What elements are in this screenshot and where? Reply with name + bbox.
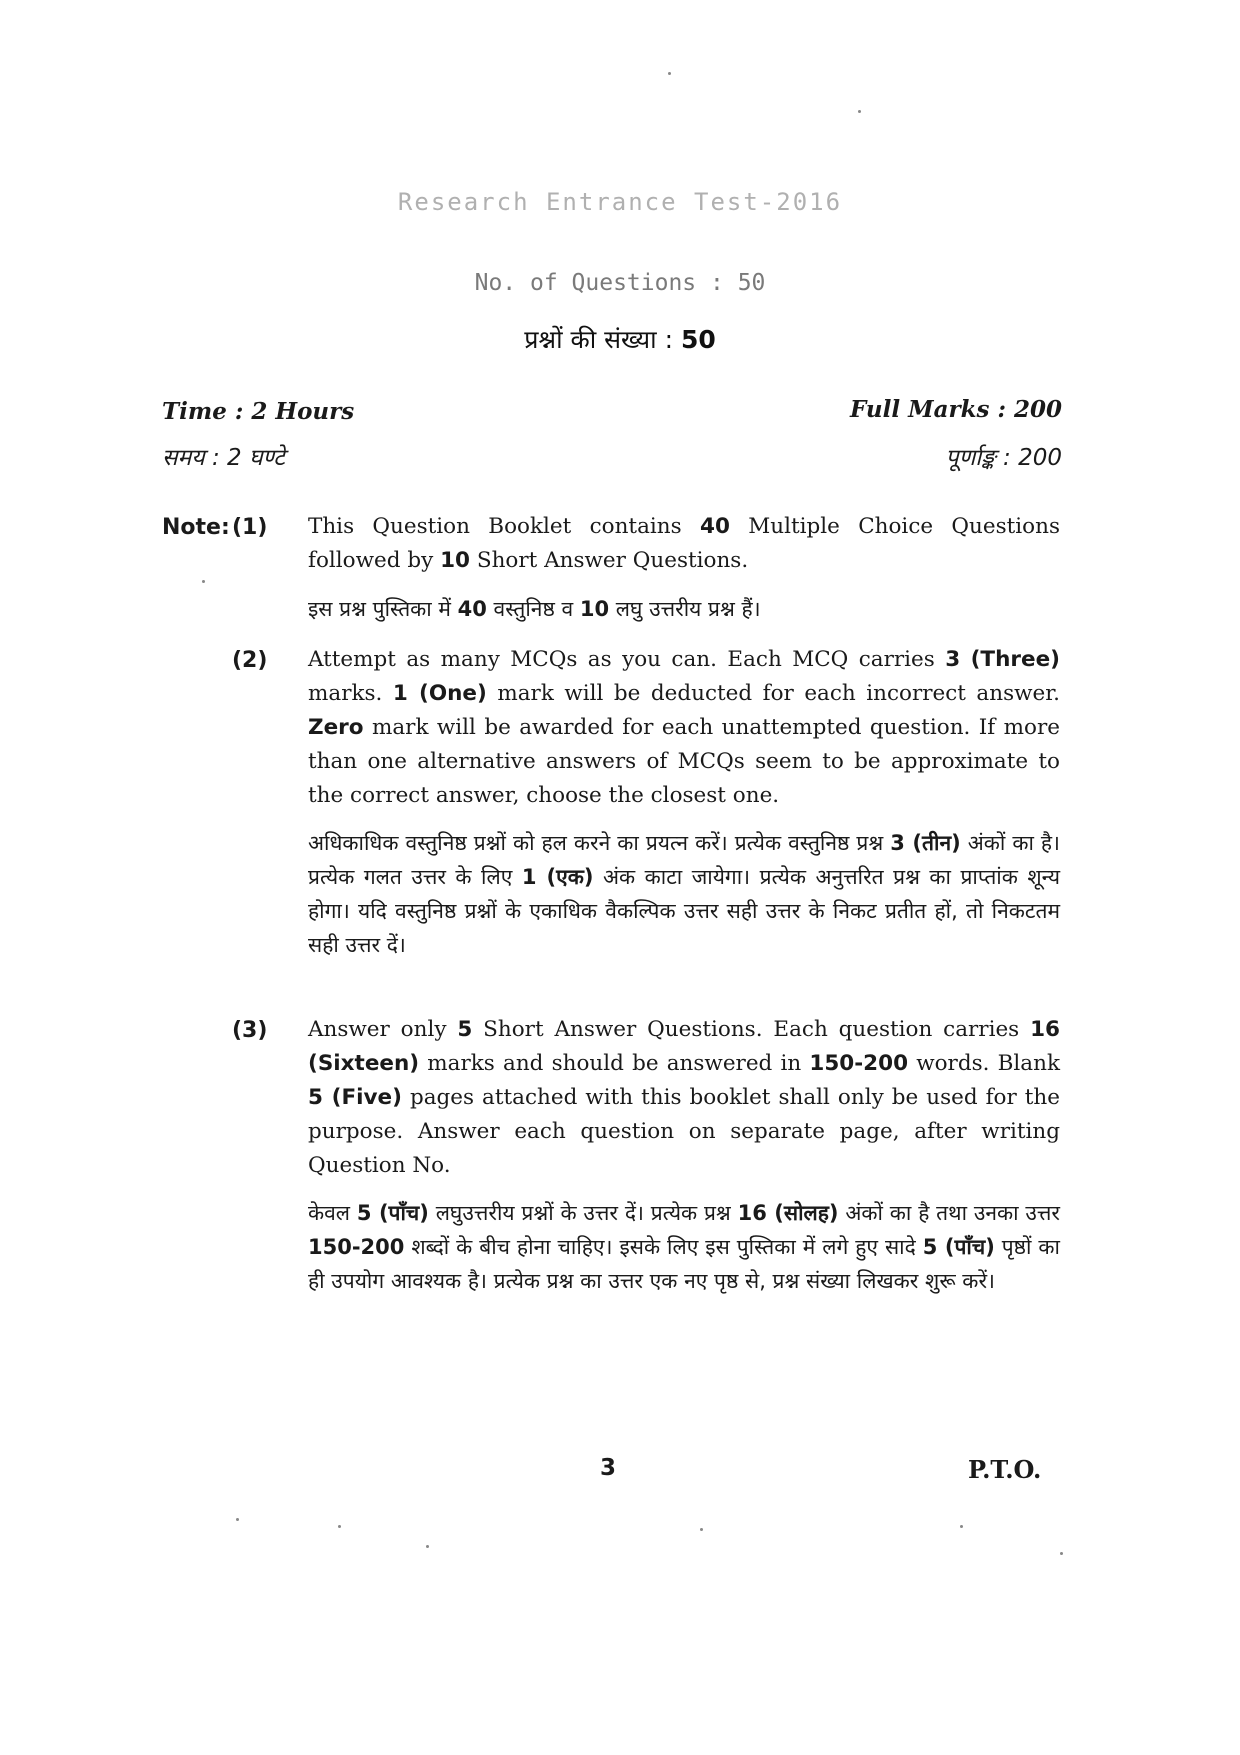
note-3-en: Answer only 5 Short Answer Questions. Each question carries 16 (Sixteen) marks and should be answered in 150-200 words. Blank 5 (Five) pages attached with this booklet shall only be used for the purpose. Answer each question on separate page, after writing Question No. — [308, 1017, 1060, 1178]
please-turn-over: P.T.O. — [968, 1455, 1042, 1484]
scan-speck — [426, 1545, 429, 1548]
time-hi: समय : 2 घण्टे — [162, 445, 285, 471]
scan-speck — [1060, 1552, 1063, 1555]
note-3-hi: केवल 5 (पाँच) लघुउत्तरीय प्रश्नों के उत्तर दें। प्रत्येक प्रश्न 16 (सोलह) अंकों का है तथा उनका उत्तर 150-200 शब्दों के बीच होना चाहिए। इसके लिए इस पुस्तिका में लगे हुए सादे 5 (पाँच) पृष्ठों का ही उपयोग आवश्यक है। प्रत्येक प्रश्न का उत्तर एक नए पृष्ठ से, प्रश्न संख्या लिखकर शुरू करें। — [308, 1201, 1061, 1293]
note-1-number: (1) — [232, 515, 268, 540]
scan-speck — [668, 72, 671, 75]
question-count-hi-label: प्रश्नों की संख्या : — [524, 325, 674, 354]
question-count-hi-value: 50 — [680, 325, 716, 354]
scan-speck — [960, 1525, 963, 1528]
scan-speck — [202, 580, 205, 583]
question-count-hi — [0, 322, 1240, 356]
scan-speck — [700, 1528, 703, 1531]
faint-header-title: Research Entrance Test-2016 — [397, 188, 843, 216]
note-1-hi: इस प्रश्न पुस्तिका में 40 वस्तुनिष्ठ व 10 लघु उत्तरीय प्रश्न हैं। — [308, 597, 761, 621]
note-2-en: Attempt as many MCQs as you can. Each MCQ carries 3 (Three) marks. 1 (One) mark will be deducted for each incorrect answer. Zero mark will be awarded for each unattempted question. If more than one alternative answers of MCQs seem to be approximate to the correct answer, choose the closest one. — [308, 647, 1060, 808]
note-3-number: (3) — [232, 1018, 268, 1043]
note-2-hi: अधिकाधिक वस्तुनिष्ठ प्रश्नों को हल करने का प्रयत्न करें। प्रत्येक वस्तुनिष्ठ प्रश्न 3 (तीन) अंकों का है। प्रत्येक गलत उत्तर के लिए 1 (एक) अंक काटा जायेगा। प्रत्येक अनुत्तरित प्रश्न का प्राप्तांक शून्य होगा। यदि वस्तुनिष्ठ प्रश्नों के एकाधिक वैकल्पिक उत्तर सही उत्तर के निकट प्रतीत हों, तो निकटतम सही उत्तर दें। — [308, 831, 1061, 957]
page-number: 3 — [600, 1455, 617, 1481]
scan-speck — [236, 1518, 239, 1521]
full-marks-en: Full Marks : 200 — [849, 396, 1062, 423]
time-en: Time : 2 Hours — [162, 398, 355, 425]
note-1-en: This Question Booklet contains 40 Multiple Choice Questions followed by 10 Short Answer Questions. — [308, 514, 1060, 573]
note-2-number: (2) — [232, 648, 268, 673]
question-count-en: No. of Questions : 50 — [474, 270, 766, 296]
full-marks-hi: पूर्णाङ्क : 200 — [945, 445, 1062, 471]
scan-speck — [858, 110, 861, 113]
note-label-text: Note: — [162, 515, 230, 540]
scan-speck — [338, 1525, 341, 1528]
note-label — [162, 515, 230, 540]
